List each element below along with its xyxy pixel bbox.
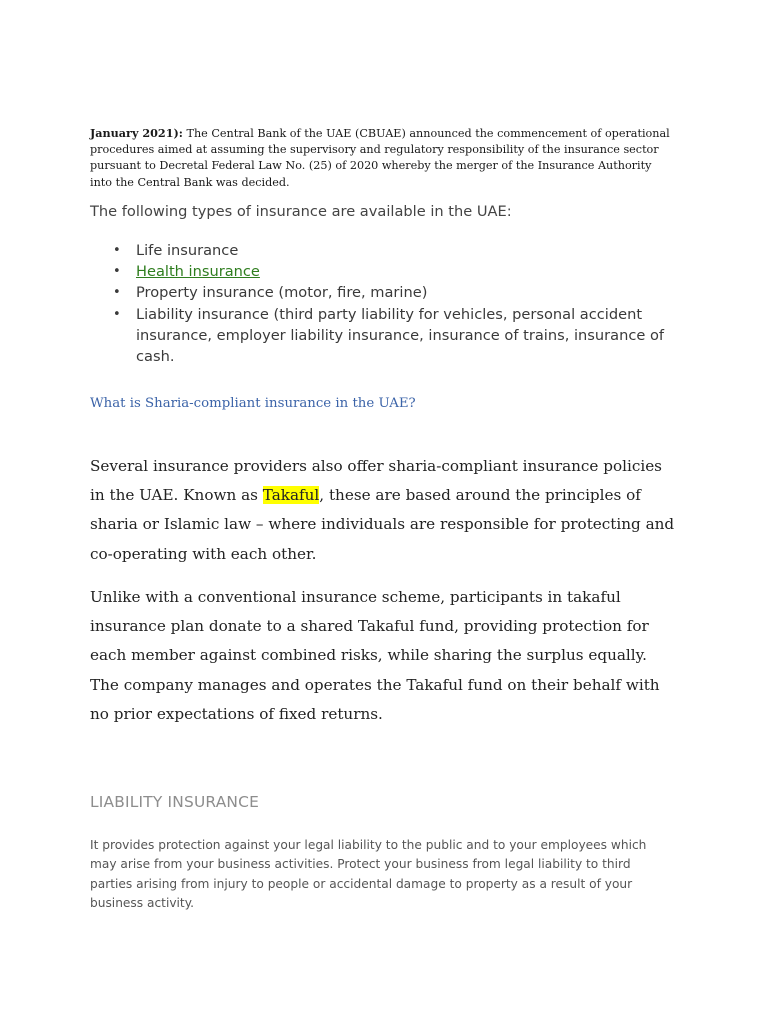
insurance-types-intro: The following types of insurance are available in the UAE: <box>90 203 512 220</box>
list-item <box>113 261 696 282</box>
bullet-icon: • <box>113 306 121 322</box>
health-insurance-link[interactable]: Health insurance <box>136 263 260 281</box>
liability-paragraph: It provides protection against your legal liability to the public and to your employees which may arise from your business activities. Protect your business from legal liability to third parties arising from injury to people or accidental damage to property as a result of your business activity. <box>90 838 647 911</box>
bullet-icon: • <box>113 264 121 280</box>
list-item-label: Life insurance <box>136 242 239 259</box>
bullet-icon: • <box>113 285 121 301</box>
takaful-paragraph <box>90 452 680 569</box>
list-item <box>113 282 696 303</box>
list-item-label: Property insurance (motor, fire, marine) <box>136 284 428 302</box>
bullet-icon: • <box>113 243 121 258</box>
list-item-label: Liability insurance (third party liability for vehicles, personal accident insurance, employer liability insurance, insurance of trains, insurance of cash. <box>136 305 665 366</box>
announcement-text: The Central Bank of the UAE (CBUAE) announced the commencement of operational procedures aimed at assuming the supervisory and regulatory responsibility of the insurance sector pursuant to Decretal Federal Law No. (25) of 2020 whereby the merger of the Insurance Authority into the Central Bank was decided. <box>90 127 670 189</box>
takaful-fund-paragraph: Unlike with a conventional insurance scheme, participants in takaful insurance plan donate to a shared Takaful fund, providing protection for each member against combined risks, while sharing the surplus equally. The company manages and operates the Takaful fund on their behalf with no prior expectations of fixed returns. <box>90 588 660 723</box>
announcement-paragraph <box>90 125 672 191</box>
list-item <box>113 304 696 368</box>
takaful-text-end: , these are based around the principles of sharia or Islamic law – where individuals are responsible for protecting and co-operating with each other. <box>90 486 675 563</box>
takaful-text-start: Several insurance providers also offer sharia-compliant insurance policies in the UAE. Known as <box>90 457 662 505</box>
takaful-highlight: Takaful <box>262 486 320 505</box>
liability-heading: LIABILITY INSURANCE <box>90 793 260 811</box>
insurance-types-list <box>90 240 696 367</box>
sharia-heading: What is Sharia-compliant insurance in the UAE? <box>90 396 416 411</box>
list-item <box>113 240 696 261</box>
announcement-date: January 2021): <box>90 126 183 140</box>
